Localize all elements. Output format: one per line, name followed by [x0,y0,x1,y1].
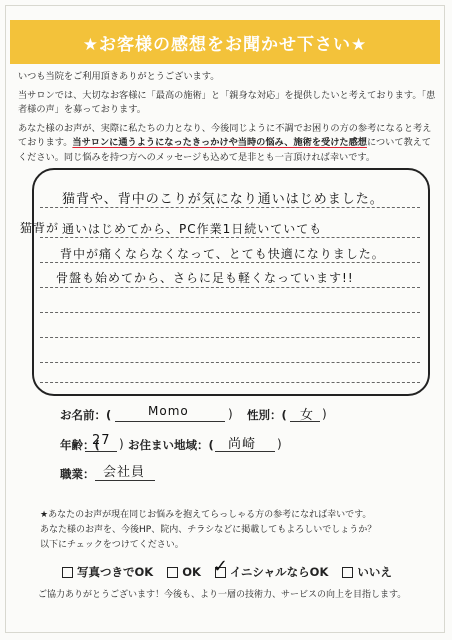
checkbox-photo-ok[interactable] [62,567,73,578]
option-ok-label: OK [182,565,201,579]
age-label: 年齢：( [60,438,100,452]
option-ok[interactable] [167,565,201,579]
ruled-line [40,287,420,288]
consent-note-3: 以下にチェックをつけてください。 [40,540,184,550]
page-title: ★お客様の感想をお聞かせ下さい★ [82,34,368,55]
ruled-line [40,362,420,363]
name-label: お名前：( [60,408,112,422]
page-title-banner [10,20,440,64]
age-underline [85,451,117,452]
option-initials-ok[interactable] [212,555,329,580]
ruled-line [40,262,420,263]
comment-line-1: 猫背や、背中のこりが気になり通いはじめました。 [62,192,384,207]
gender-close-paren: ) [322,407,327,421]
area-close-paren: ) [277,437,282,451]
check-mark-icon: ✓ [212,555,228,577]
area-underline [215,451,275,452]
ruled-line [40,382,420,383]
option-photo-ok-label: 写真つきでOK [77,565,154,579]
intro-text [18,70,436,169]
intro-paragraph-2: 当サロンでは、大切なお客様に「最高の施術」と「親身な対応」を提供したいと考えております。「患者様の声」を募っております。 [18,89,436,115]
name-close-paren: ) [228,407,233,421]
comment-line-2: 通いはじめてから、PC作業1日続いていても [62,222,323,236]
name-underline [115,421,225,422]
name-value: Momo [148,404,189,418]
checkbox-initials-ok[interactable] [212,555,228,578]
consent-note-1: ★あなたのお声が現在同じお悩みを抱えてらっしゃる方の参考になれば幸いです。 [40,510,372,520]
intro-paragraph-1: いつも当院をご利用頂きありがとうございます。 [18,71,220,82]
area-value: 尚崎 [228,437,257,452]
job-label: 職業： [60,467,95,481]
comment-line-4: 骨盤も始めてから、さらに足も軽くなっています!! [56,271,354,285]
highlighted-question: 当サロンに通うようになったきっかけや当時の悩み、施術を受けた感想 [72,137,367,148]
comment-line-3: 背中が痛くならなくなって、とても快適になりました。 [60,247,385,261]
footer-thanks: ご協力ありがとうございます！今後も、より一層の技術力、サービスの向上を目指します。 [38,590,407,600]
ruled-line [40,237,420,238]
option-photo-ok[interactable] [62,564,153,580]
area-label: お住まい地域：( [128,438,214,452]
ruled-line [40,207,420,208]
intro-paragraph-3: あなた様のお声が、実際に私たちの力となり、今後同じように不調でお困りの方の参考になると考えております。当サロンに通うようになったきっかけや当時の悩み、施術を受けた感想について教えてください。同じ悩みを持つ方へのメッセージも込めて是非とも一言頂ければ幸いです。 [18,122,432,163]
option-no[interactable] [342,564,392,580]
ruled-line [40,312,420,313]
gender-label: 性別：( [247,408,287,422]
option-initials-ok-label: イニシャルならOK [229,565,329,579]
checkbox-ok[interactable] [167,567,178,578]
checkbox-no[interactable] [342,567,353,578]
option-no-label: いいえ [357,565,392,579]
gender-value: 女 [300,408,315,423]
age-close-paren: ) [119,437,124,451]
age-value: 27 [92,433,111,448]
job-underline [95,480,155,481]
comment-line-2-prefix: 猫背が [20,221,60,235]
job-value: 会社員 [103,465,146,480]
gender-underline [290,421,320,422]
consent-options [62,555,392,580]
ruled-line [40,337,420,338]
consent-note-2: あなた様のお声を、今後HP、院内、チラシなどに掲載してもよろしいでしょうか？ [40,525,377,535]
